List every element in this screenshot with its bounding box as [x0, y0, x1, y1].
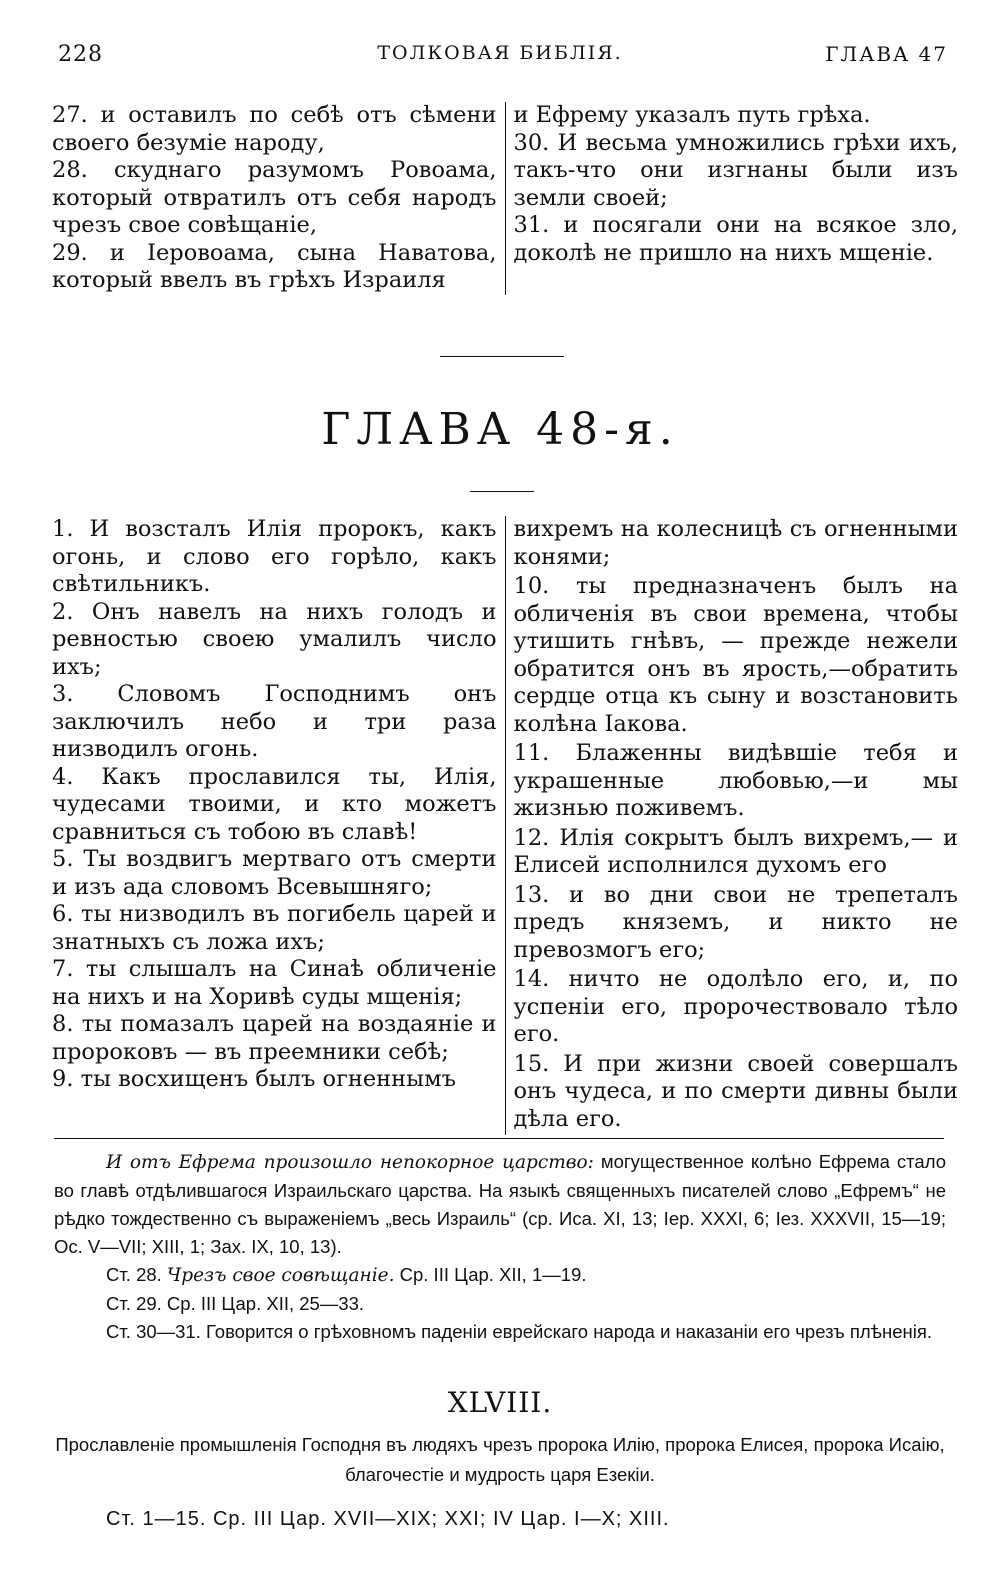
footnote-rule	[54, 1138, 944, 1139]
left-column	[52, 102, 505, 295]
verse-8: 8. ты помазалъ царей на воздаяніе и пророковъ — въ преемники себѣ;	[52, 1011, 497, 1065]
page-number: 228	[58, 42, 103, 67]
verse-29: 29. и Іеровоама, сына Наватова, который ввелъ въ грѣхъ Израиля	[52, 239, 497, 293]
verse-10: 10. ты предназначенъ былъ на обличенія въ свои времена, чтобы утишить гнѣвъ, — прежде нежели обратится онъ въ ярость,—обратить сердце отца къ сыну и возстановить колѣна Іакова.	[513, 573, 958, 737]
section-references: Ст. 1—15. Ср. III Цар. XVII—XIX; XXI; IV Цар. I—X; XIII.	[106, 1508, 670, 1530]
section-summary: Прославленіе промышленія Господня въ людяхъ чрезъ пророка Илію, пророка Елисея, пророка Исаію, благочестіе и мудрость царя Езекіи.	[55, 1434, 945, 1485]
commentary-lemma: И отъ Ефрема произошло непокорное царство:	[106, 1152, 594, 1173]
verse-28: 28. скуднаго разумомъ Ровоама, который отвратилъ отъ себя народъ чрезъ свое совѣщаніе,	[52, 157, 497, 238]
commentary-label: Ст. 28.	[106, 1264, 167, 1285]
verse-6: 6. ты низводилъ въ погибель царей и знатныхъ съ ложа ихъ;	[52, 901, 497, 955]
verse-15: 15. И при жизни своей совершалъ онъ чудеса, и по смерти дивны были дѣла его.	[513, 1050, 958, 1132]
verse-27: 27. и оставилъ по себѣ отъ сѣмени своего безуміе народу,	[52, 102, 497, 156]
section-number: XLVIII.	[447, 1386, 553, 1419]
commentary-paragraph: Ст. 29. Ср. III Цар. XII, 25—33.	[106, 1293, 365, 1314]
right-column	[505, 102, 959, 295]
verse-9: 9. ты восхищенъ былъ огненнымъ	[52, 1066, 456, 1092]
verse-9-cont: вихремъ на колесницѣ съ огненными конями;	[513, 516, 958, 570]
running-chapter: ГЛАВА 47	[825, 42, 948, 66]
verse-3: 3. Словомъ Господнимъ онъ заключилъ небо и три раза низводилъ огонь.	[52, 681, 497, 762]
verse-29-cont: и Ефрему указалъ путь грѣха.	[513, 102, 871, 128]
commentary-paragraph	[54, 1261, 946, 1290]
verse-13: 13. и во дни свои не трепеталъ предъ княземъ, и никто не превозмогъ его;	[513, 881, 958, 963]
chapter-heading: ГЛАВА 48-я.	[321, 404, 679, 455]
verse-12: 12. Илія сокрытъ былъ вихремъ,— и Елисей исполнился духомъ его	[513, 824, 958, 878]
commentary-paragraph	[54, 1148, 946, 1261]
verse-31: 31. и посягали они на всякое зло, доколѣ не пришло на нихъ мщеніе.	[513, 212, 958, 266]
verse-4: 4. Какъ прославился ты, Илія, чудесами твоими, и кто можетъ сравниться съ тобою въ славѣ!	[52, 763, 497, 845]
verse-5: 5. Ты воздвигъ мертваго отъ смерти и изъ ада словомъ Всевышняго;	[52, 846, 497, 900]
left-column	[52, 516, 505, 1135]
divider-rule	[440, 356, 564, 357]
verse-11: 11. Блаженны видѣвшіе тебя и украшенные любовью,—и мы жизнью поживемъ.	[513, 740, 958, 821]
chapter-47-end-columns	[52, 102, 958, 295]
verse-30: 30. И весьма умножились грѣхи ихъ, такъ-что они изгнаны были изъ земли своей;	[513, 129, 958, 211]
commentary-text: могущественное колѣно Ефрема стало во главѣ отдѣлившагося Израильскаго царства. На языкѣ священныхъ писателей слово „Ефремъ“ не рѣдко тождественно съ выраженіемъ „весь Израиль“ (ср. Иса. XI, 13; Іер. XXXI, 6; Іез. XXXVII, 15—19; Ос. V—VII; XIII, 1; Зах. IX, 10, 13).	[54, 1151, 946, 1257]
commentary	[54, 1148, 946, 1346]
commentary-lemma: Чрезъ свое совѣщаніе.	[166, 1265, 395, 1286]
verse-1: 1. И возсталъ Илія пророкъ, какъ огонь, и слово его горѣло, какъ свѣтильникъ.	[52, 516, 497, 597]
verse-2: 2. Онъ навелъ на нихъ голодъ и ревностью своею умалилъ число ихъ;	[52, 598, 497, 680]
right-column	[505, 516, 959, 1135]
divider-rule-short	[470, 491, 534, 492]
verse-7: 7. ты слышалъ на Синаѣ обличеніе на нихъ и на Хоривѣ суды мщенія;	[52, 956, 497, 1010]
commentary-paragraph: Ст. 30—31. Говорится о грѣховномъ паденіи еврейскаго народа и наказаніи его чрезъ плѣненія.	[106, 1321, 933, 1342]
commentary-text: Ср. III Цар. XII, 1—19.	[394, 1264, 587, 1285]
running-title: ТОЛКОВАЯ БИБЛІЯ.	[377, 42, 623, 64]
verse-14: 14. ничто не одолѣло его, и, по успеніи его, пророчествовало тѣло его.	[513, 966, 958, 1047]
chapter-48-columns	[52, 516, 958, 1135]
